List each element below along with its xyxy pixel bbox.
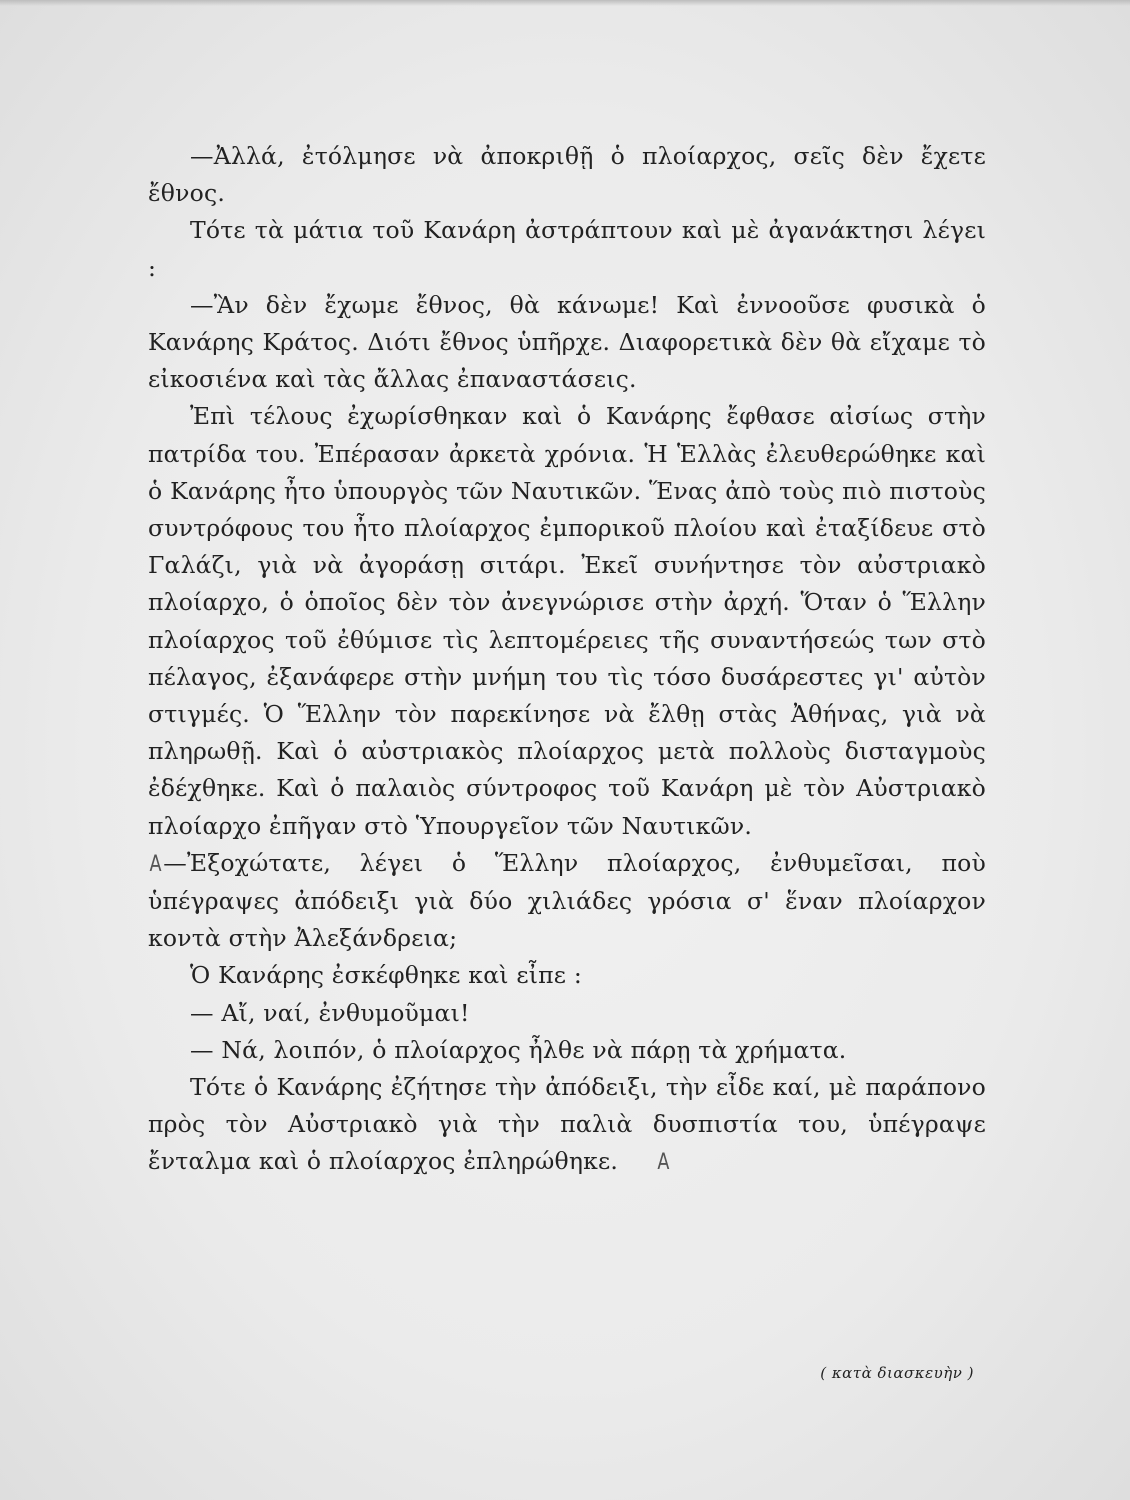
paragraph <box>148 957 986 994</box>
paragraph-text: Ἐπὶ τέλους ἐχωρίσθηκαν καὶ ὁ Κανάρης ἔφθασε αἰσίως στὴν πατρίδα του. Ἐπέρασαν ἀρκετὰ χρόνια. Ἡ Ἑλλὰς ἐλευθερώθηκε καὶ ὁ Κανάρης ἦτο ὑπουργὸς τῶν Ναυτικῶν. Ἕνας ἀπὸ τοὺς πιὸ πιστοὺς συντρόφους του ἦτο πλοίαρχος ἐμπορικοῦ πλοίου καὶ ἐταξίδευε στὸ Γαλάζι, γιὰ νὰ ἀγοράσῃ σιτάρι. Ἐκεῖ συνήντησε τὸν αὐστριακὸ πλοίαρχο, ὁ ὁποῖος δὲν τὸν ἀνεγνώρισε στὴν ἀρχή. Ὅταν ὁ Ἕλλην πλοίαρχος τοῦ ἐθύμισε τὶς λεπτομέρειες τῆς συναντήσεώς των στὸ πέλαγος, ἐξανάφερε στὴν μνήμη του τὶς τόσο δυσάρεστες γι' αὐτὸν στιγμές. Ὁ Ἕλλην τὸν παρεκίνησε νὰ ἔλθῃ στὰς Ἀθήνας, γιὰ νὰ πληρωθῇ. Καὶ ὁ αὐστριακὸς πλοίαρχος μετὰ πολλοὺς δισταγμοὺς ἐδέχθηκε. Καὶ ὁ παλαιὸς σύντροφος τοῦ Κανάρη μὲ τὸν Αὐστριακὸ πλοίαρχο ἐπῆγαν στὸ Ὑπουργεῖον τῶν Ναυτικῶν. <box>148 402 986 840</box>
paragraph <box>148 138 986 212</box>
paragraph <box>148 212 986 286</box>
paragraph-text: Ὁ Κανάρης ἐσκέφθηκε καὶ εἶπε : <box>190 961 582 990</box>
paragraph-text: —Ἐξοχώτατε, λέγει ὁ Ἕλλην πλοίαρχος, ἐνθυμεῖσαι, ποὺ ὑπέγραψες ἀπόδειξι γιὰ δύο χιλιάδες γρόσια σ' ἕναν πλοίαρχον κοντὰ στὴν Ἀλεξάνδρεια; <box>148 848 986 953</box>
margin-mark-end: A <box>657 1150 670 1176</box>
paragraph-text: — Νά, λοιπόν, ὁ πλοίαρχος ἦλθε νὰ πάρῃ τὰ χρήματα. <box>190 1035 847 1064</box>
paragraph <box>148 287 986 399</box>
paragraph-text: —Ἂν δὲν ἔχωμε ἔθνος, θὰ κάνωμε! Καὶ ἐννοοῦσε φυσικὰ ὁ Κανάρης Κράτος. Διότι ἔθνος ὑπῆρχε. Διαφορετικὰ δὲν θὰ εἴχαμε τὸ εἰκοσιένα καὶ τὰς ἄλλας ἐπαναστάσεις. <box>148 290 986 394</box>
body-text <box>148 138 986 1182</box>
paragraph <box>148 995 986 1032</box>
adaptation-credit: ( κατὰ διασκευὴν ) <box>820 1364 974 1382</box>
margin-mark-start: A <box>149 851 162 877</box>
paragraph-text: Τότε ὁ Κανάρης ἐζήτησε τὴν ἀπόδειξι, τὴν εἶδε καί, μὲ παράπονο πρὸς τὸν Αὐστριακὸ γιὰ τὴν παλιὰ δυσπιστία του, ὑπέγραψε ἔνταλμα καὶ ὁ πλοίαρχος ἐπληρώθηκε. <box>148 1073 986 1176</box>
paragraph <box>148 1069 986 1182</box>
paragraph <box>148 398 986 844</box>
paragraph <box>148 845 986 958</box>
paragraph <box>148 1032 986 1069</box>
paragraph-text: Τότε τὰ μάτια τοῦ Κανάρη ἀστράπτουν καὶ μὲ ἀγανάκτησι λέγει : <box>148 216 986 282</box>
paragraph-text: — Αἴ, ναί, ἐνθυμοῦμαι! <box>190 998 470 1027</box>
paragraph-text: —Ἀλλά, ἐτόλμησε νὰ ἀποκριθῇ ὁ πλοίαρχος, σεῖς δὲν ἔχετε ἔθνος. <box>148 142 986 208</box>
